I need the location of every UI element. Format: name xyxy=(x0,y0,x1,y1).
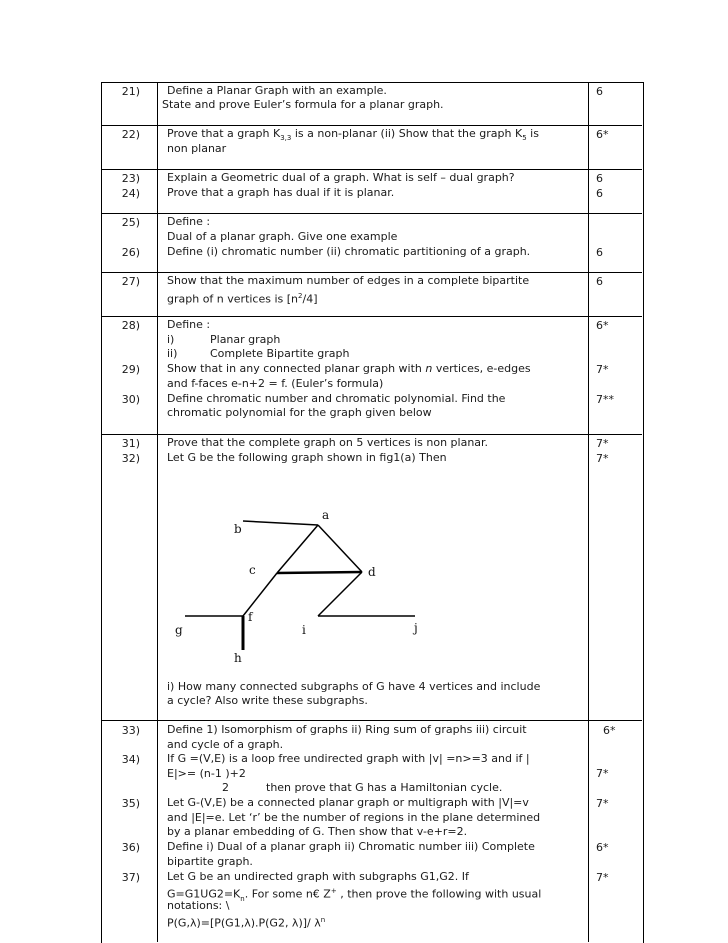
question-marks: 6 xyxy=(596,85,603,98)
question-text: Prove that the complete graph on 5 vertices is non planar. xyxy=(167,436,489,449)
question-text: If G =(V,E) is a loop free undirected graph with |v| =n>=3 and if | xyxy=(167,752,530,765)
question-number: 29) xyxy=(121,363,140,376)
vertex-label: f xyxy=(248,610,253,624)
question-text: and |E|=e. Let ‘r’ be the number of regions in the plane determined xyxy=(167,811,541,824)
question-text: and f-faces e-n+2 = f. (Euler’s formula) xyxy=(167,377,384,390)
question-marks: 7* xyxy=(596,871,609,884)
question-number: 31) xyxy=(121,437,140,450)
question-text: Define : xyxy=(167,318,211,331)
question-number: 23) xyxy=(121,172,140,185)
question-number: 30) xyxy=(121,393,140,406)
question-text: Complete Bipartite graph xyxy=(210,347,350,360)
question-marks: 6 xyxy=(596,187,603,200)
question-marks: 6* xyxy=(596,841,609,854)
question-text: Define (i) chromatic number (ii) chromatic partitioning of a graph. xyxy=(167,245,531,258)
question-number: 35) xyxy=(121,797,140,810)
question-text: by a planar embedding of G. Then show that v-e+r=2. xyxy=(167,825,468,838)
question-text: Show that the maximum number of edges in a complete bipartite xyxy=(167,274,530,287)
question-number: 28) xyxy=(121,319,140,332)
question-number: 21) xyxy=(121,85,140,98)
question-text: Let G-(V,E) be a connected planar graph or multigraph with |V|=v xyxy=(167,796,529,809)
question-text: chromatic polynomial for the graph given below xyxy=(167,406,432,419)
question-text: Define i) Dual of a planar graph ii) Chromatic number iii) Complete xyxy=(167,840,535,853)
graph-edge xyxy=(318,525,362,572)
graph-edge xyxy=(318,572,362,616)
question-text: Define chromatic number and chromatic polynomial. Find the xyxy=(167,392,506,405)
vertex-label: i xyxy=(302,623,306,637)
question-marks: 7* xyxy=(596,797,609,810)
question-text: non planar xyxy=(167,142,227,155)
vertex-label: d xyxy=(368,565,376,579)
graph-edge xyxy=(243,521,318,525)
question-text: notations: \ xyxy=(167,899,230,912)
question-text: graph of n vertices is $[n^2/4]$ xyxy=(167,292,318,306)
question-text: Prove that a graph $K_{3,3}$ is a non-planar (ii) Show that the graph $K_5$ is xyxy=(167,127,539,143)
vertex-label: c xyxy=(249,563,256,577)
question-text: Prove that a graph has dual if it is planar. xyxy=(167,186,395,199)
question-number: 34) xyxy=(121,753,140,766)
vertex-label: j xyxy=(414,621,418,635)
question-number: 32) xyxy=(121,452,140,465)
graph-edge xyxy=(277,525,318,573)
question-marks: 7** xyxy=(596,393,614,406)
question-marks: 7* xyxy=(596,363,609,376)
vertex-label: h xyxy=(234,651,242,665)
question-text: Planar graph xyxy=(210,333,281,346)
question-text: a cycle? Also write these subgraphs. xyxy=(167,694,368,707)
graph-edge xyxy=(277,572,362,573)
question-marks: 6 xyxy=(596,246,603,259)
question-text: Let G be an undirected graph with subgraphs G1,G2. If xyxy=(167,870,469,883)
list-marker: i) xyxy=(167,333,175,346)
question-text: i) How many connected subgraphs of G have 4 vertices and include xyxy=(167,680,541,693)
question-text: Explain a Geometric dual of a graph. What is self – dual graph? xyxy=(167,171,515,184)
question-number: 36) xyxy=(121,841,140,854)
question-marks: 6* xyxy=(603,724,616,737)
question-text: State and prove Euler’s formula for a planar graph. xyxy=(162,98,444,111)
question-text: then prove that G has a Hamiltonian cycle. xyxy=(266,781,503,794)
question-text: bipartite graph. xyxy=(167,855,253,868)
question-number: 27) xyxy=(121,275,140,288)
question-number: 22) xyxy=(121,128,140,141)
question-text: 2 xyxy=(222,781,229,794)
vertex-label: a xyxy=(322,508,330,522)
question-text: Define 1) Isomorphism of graphs ii) Ring sum of graphs iii) circuit xyxy=(167,723,527,736)
question-number: 37) xyxy=(121,871,140,884)
question-marks: 7* xyxy=(596,767,609,780)
question-text: Dual of a planar graph. Give one example xyxy=(167,230,398,243)
question-text: and cycle of a graph. xyxy=(167,738,284,751)
question-text: $G=G1UG2=K_n$. For some n€ Z+ , then prove the following with usual xyxy=(167,887,542,903)
list-marker: ii) xyxy=(167,347,178,360)
question-text: Let G be the following graph shown in fig1(a) Then xyxy=(167,451,447,464)
question-text: Define a Planar Graph with an example. xyxy=(167,84,387,97)
question-marks: 7* xyxy=(596,452,609,465)
question-text: Show that in any connected planar graph with n vertices, e-edges xyxy=(167,362,531,375)
question-number: 24) xyxy=(121,187,140,200)
question-number: 26) xyxy=(121,246,140,259)
question-marks: 6* xyxy=(596,319,609,332)
question-text: P(G,λ)=[P(G1,λ).P(G2, λ)]/ $\lambda^n$ xyxy=(167,916,326,930)
question-text: E|>= (n-1 )+2 xyxy=(167,767,246,780)
question-marks: 6 xyxy=(596,172,603,185)
question-text: Define : xyxy=(167,215,211,228)
question-marks: 6* xyxy=(596,128,609,141)
vertex-label: b xyxy=(234,522,242,536)
question-number: 25) xyxy=(121,216,140,229)
question-number: 33) xyxy=(121,724,140,737)
question-marks: 7* xyxy=(596,437,609,450)
question-marks: 6 xyxy=(596,275,603,288)
vertex-label: g xyxy=(175,623,183,637)
